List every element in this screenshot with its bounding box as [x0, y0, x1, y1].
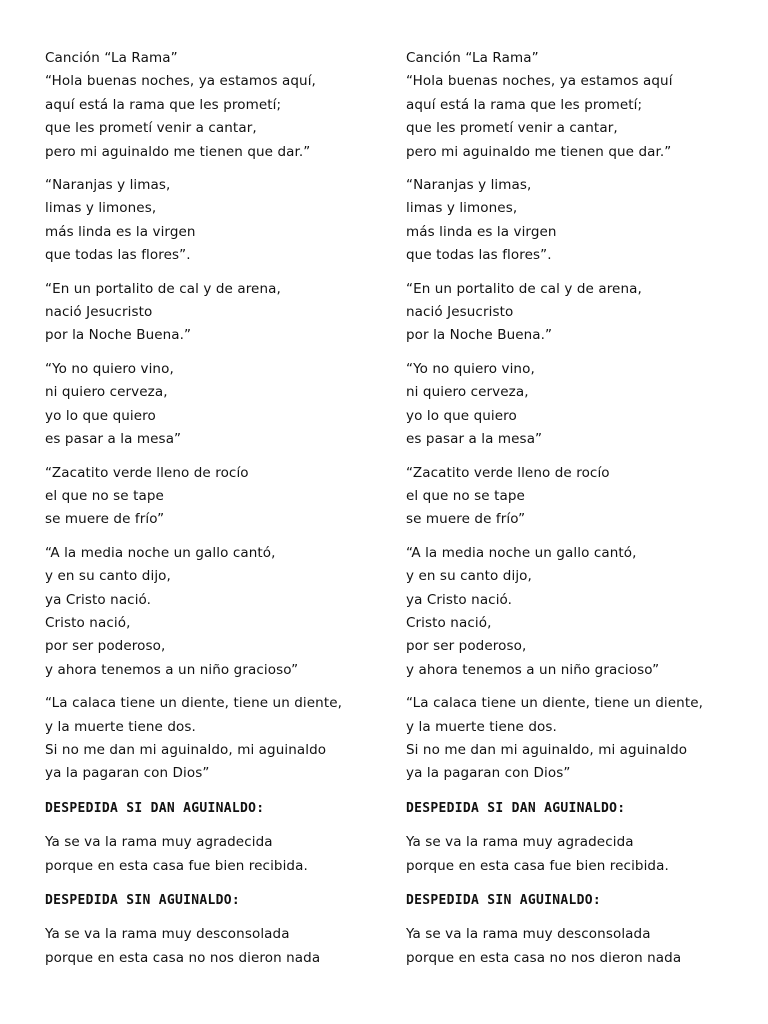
lyric-line: Ya se va la rama muy desconsolada [406, 926, 651, 943]
stanza-gap [406, 348, 746, 358]
stanza [45, 462, 385, 532]
lyric-line: se muere de frío” [45, 511, 165, 528]
stanza-gap [406, 682, 746, 692]
lyric-line: y la muerte tiene dos. [45, 718, 196, 735]
stanza [406, 358, 746, 452]
lyric-line: yo lo que quiero [45, 407, 156, 424]
lyric-line: más linda es la virgen [406, 223, 557, 240]
lyric-line: limas y limones, [406, 200, 518, 217]
farewell-stanza-without-gift [45, 923, 385, 970]
lyric-line: es pasar a la mesa” [406, 431, 543, 448]
lyric-line: el que no se tape [45, 487, 164, 504]
lyric-line: Si no me dan mi aguinaldo, mi aguinaldo [406, 741, 688, 758]
lyric-line: Si no me dan mi aguinaldo, mi aguinaldo [45, 741, 327, 758]
farewell-stanza-without-gift [406, 923, 746, 970]
lyric-line: que todas las flores”. [45, 247, 191, 264]
lyric-line: “Naranjas y limas, [45, 177, 171, 194]
lyric-line: “A la media noche un gallo cantó, [406, 544, 637, 561]
lyric-line: aquí está la rama que les prometí; [45, 96, 282, 113]
lyric-line: “Hola buenas noches, ya estamos aquí [406, 73, 673, 90]
lyric-line: aquí está la rama que les prometí; [406, 96, 643, 113]
lyric-line: Ya se va la rama muy agradecida [406, 834, 634, 851]
stanza [45, 358, 385, 452]
farewell-heading-without-gift: DESPEDIDA SIN AGUINALDO: [45, 893, 241, 908]
stanza-gap [45, 268, 385, 278]
lyric-line: más linda es la virgen [45, 223, 196, 240]
lyric-line: “La calaca tiene un diente, tiene un diente, [45, 695, 343, 712]
lyric-line: por ser poderoso, [45, 638, 166, 655]
lyric-line: “Naranjas y limas, [406, 177, 532, 194]
lyric-line: yo lo que quiero [406, 407, 517, 424]
stanza [45, 278, 385, 348]
lyric-line: pero mi aguinaldo me tienen que dar.” [45, 143, 311, 160]
stanza [406, 278, 746, 348]
farewell-stanza-with-gift [406, 831, 746, 878]
lyric-line: pero mi aguinaldo me tienen que dar.” [406, 143, 672, 160]
section-gap [45, 878, 385, 889]
lyric-line: “En un portalito de cal y de arena, [406, 280, 642, 297]
stanza-gap [45, 682, 385, 692]
lyric-line: ni quiero cerveza, [45, 384, 168, 401]
lyric-line: se muere de frío” [406, 511, 526, 528]
lyric-line: por la Noche Buena.” [45, 327, 192, 344]
lyric-line: “Zacatito verde lleno de rocío [45, 464, 249, 481]
stanza [406, 462, 746, 532]
lyric-line: el que no se tape [406, 487, 525, 504]
lyric-line: y ahora tenemos a un niño gracioso” [45, 661, 299, 678]
lyric-line: “Yo no quiero vino, [406, 360, 535, 377]
section-gap [406, 878, 746, 889]
lyric-line: es pasar a la mesa” [45, 431, 182, 448]
lyric-line: y la muerte tiene dos. [406, 718, 557, 735]
stanza [406, 692, 746, 786]
section-gap [45, 820, 385, 831]
farewell-stanza-with-gift [45, 831, 385, 878]
lyric-line: porque en esta casa no nos dieron nada [45, 949, 321, 966]
section-gap [406, 912, 746, 923]
lyric-line: Canción “La Rama” [45, 50, 178, 66]
stanza-gap [406, 164, 746, 174]
lyric-line: nació Jesucristo [406, 304, 514, 321]
stanza-gap [406, 268, 746, 278]
lyric-line: Ya se va la rama muy agradecida [45, 834, 273, 851]
lyric-line: “A la media noche un gallo cantó, [45, 544, 276, 561]
stanza [45, 174, 385, 268]
lyric-line: ya Cristo nació. [45, 591, 152, 608]
stanza [406, 47, 746, 164]
lyric-line: Cristo nació, [406, 614, 492, 631]
stanza-gap [406, 532, 746, 542]
lyric-line: y en su canto dijo, [45, 568, 171, 585]
lyric-line: ya la pagaran con Dios” [45, 765, 210, 782]
stanza [406, 542, 746, 682]
lyric-line: que les prometí venir a cantar, [406, 120, 618, 137]
section-gap [45, 786, 385, 797]
lyric-line: que todas las flores”. [406, 247, 552, 264]
farewell-heading-with-gift: DESPEDIDA SI DAN AGUINALDO: [406, 800, 626, 816]
lyric-line: Ya se va la rama muy desconsolada [45, 926, 290, 943]
farewell-heading-without-gift: DESPEDIDA SIN AGUINALDO: [406, 893, 602, 908]
section-gap [45, 912, 385, 923]
lyric-line: nació Jesucristo [45, 304, 153, 321]
lyric-line: ni quiero cerveza, [406, 384, 529, 401]
stanza [45, 542, 385, 682]
stanza [406, 174, 746, 268]
lyric-line: Cristo nació, [45, 614, 131, 631]
section-gap [406, 786, 746, 797]
lyric-line: “Yo no quiero vino, [45, 360, 174, 377]
lyric-line: por la Noche Buena.” [406, 327, 553, 344]
stanza [45, 47, 385, 164]
lyric-line: y ahora tenemos a un niño gracioso” [406, 661, 660, 678]
lyric-line: “En un portalito de cal y de arena, [45, 280, 281, 297]
lyrics-column-left [45, 47, 385, 970]
farewell-heading-with-gift: DESPEDIDA SI DAN AGUINALDO: [45, 800, 265, 816]
stanza-gap [45, 532, 385, 542]
lyric-line: porque en esta casa no nos dieron nada [406, 949, 682, 966]
lyric-line: limas y limones, [45, 200, 157, 217]
stanza-gap [45, 164, 385, 174]
stanza-gap [45, 348, 385, 358]
lyric-line: por ser poderoso, [406, 638, 527, 655]
lyric-line: “La calaca tiene un diente, tiene un diente, [406, 695, 704, 712]
stanza-gap [45, 452, 385, 462]
stanza [45, 692, 385, 786]
lyric-line: Canción “La Rama” [406, 50, 539, 66]
lyric-line: ya Cristo nació. [406, 591, 513, 608]
lyric-line: que les prometí venir a cantar, [45, 120, 257, 137]
lyric-line: porque en esta casa fue bien recibida. [406, 857, 669, 874]
lyric-line: y en su canto dijo, [406, 568, 532, 585]
lyric-line: “Zacatito verde lleno de rocío [406, 464, 610, 481]
lyric-line: porque en esta casa fue bien recibida. [45, 857, 308, 874]
stanza-gap [406, 452, 746, 462]
lyric-line: “Hola buenas noches, ya estamos aquí, [45, 73, 316, 90]
section-gap [406, 820, 746, 831]
lyrics-column-right [406, 47, 746, 970]
lyric-line: ya la pagaran con Dios” [406, 765, 571, 782]
